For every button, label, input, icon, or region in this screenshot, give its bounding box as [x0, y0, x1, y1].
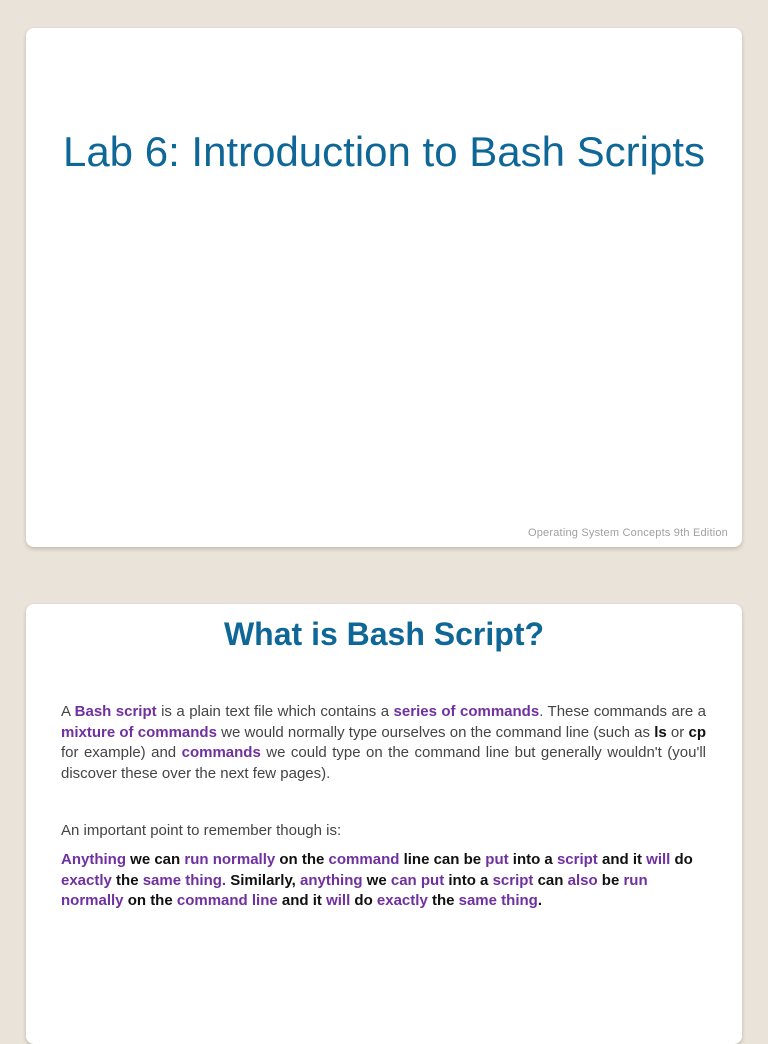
text-span: into a — [508, 851, 557, 868]
text-span: A — [61, 703, 75, 720]
text-span: and it — [277, 892, 327, 909]
highlight-term: anything — [300, 871, 363, 889]
highlight-term: series of commands — [393, 703, 540, 720]
highlight-term: Anything — [61, 851, 126, 868]
highlight-term: Bash script — [74, 703, 157, 720]
text-span: is a plain text file which contains a — [156, 703, 394, 720]
highlight-term: script — [556, 851, 598, 868]
text-span: we could type on the command line but generally wouldn't (you'll discover these over the next few pages). — [61, 744, 706, 782]
text-span: we would normally type ourselves on the command line (such as — [216, 723, 655, 741]
highlight-term: mixture of commands — [61, 723, 217, 741]
intro-line: An important point to remember though is: — [61, 822, 342, 839]
slide-footer: Operating System Concepts 9th Edition — [527, 527, 728, 539]
text-span: or — [666, 723, 689, 741]
command-name: cp — [688, 723, 706, 741]
highlight-term: can put — [390, 871, 445, 889]
highlight-term: command — [328, 851, 400, 868]
text-span: the — [427, 892, 459, 909]
text-span: for example) and — [61, 744, 182, 761]
text-span: line can be — [399, 851, 486, 868]
highlight-term: same thing — [458, 892, 538, 909]
text-span: be — [597, 871, 624, 889]
content-slide — [26, 604, 742, 1044]
text-span: on the — [275, 851, 329, 868]
text-span: do — [670, 851, 693, 868]
text-span: and it — [597, 851, 647, 868]
highlight-term: run normally — [61, 871, 648, 909]
highlight-term: will — [646, 851, 671, 868]
text-span: can — [533, 871, 568, 889]
text-span: . These commands are a — [539, 703, 706, 720]
text-span: into a — [444, 871, 493, 889]
highlight-term: also — [567, 871, 598, 889]
title-slide — [26, 28, 742, 547]
command-name: ls — [654, 723, 667, 741]
highlight-term: will — [326, 892, 351, 909]
highlight-term: same thing. — [142, 871, 227, 889]
highlight-term: put — [485, 851, 509, 868]
text-span: . — [537, 892, 542, 909]
text-span: we — [362, 871, 391, 889]
highlight-term: commands — [181, 744, 261, 761]
text-span: we can — [126, 851, 185, 868]
text-span: on the — [123, 892, 177, 909]
text-span: Similarly, — [226, 871, 301, 889]
highlight-term: exactly — [61, 871, 112, 889]
definition-paragraph — [61, 702, 706, 784]
slide-title: Lab 6: Introduction to Bash Scripts — [62, 128, 706, 175]
highlight-term: command line — [176, 892, 278, 909]
text-span: do — [350, 892, 377, 909]
highlight-term: script — [492, 871, 534, 889]
highlight-term: exactly — [376, 892, 428, 909]
highlight-term: run normally — [184, 851, 276, 868]
text-span: the — [111, 871, 143, 889]
slide-heading: What is Bash Script? — [223, 616, 545, 652]
key-point-paragraph — [61, 850, 706, 912]
